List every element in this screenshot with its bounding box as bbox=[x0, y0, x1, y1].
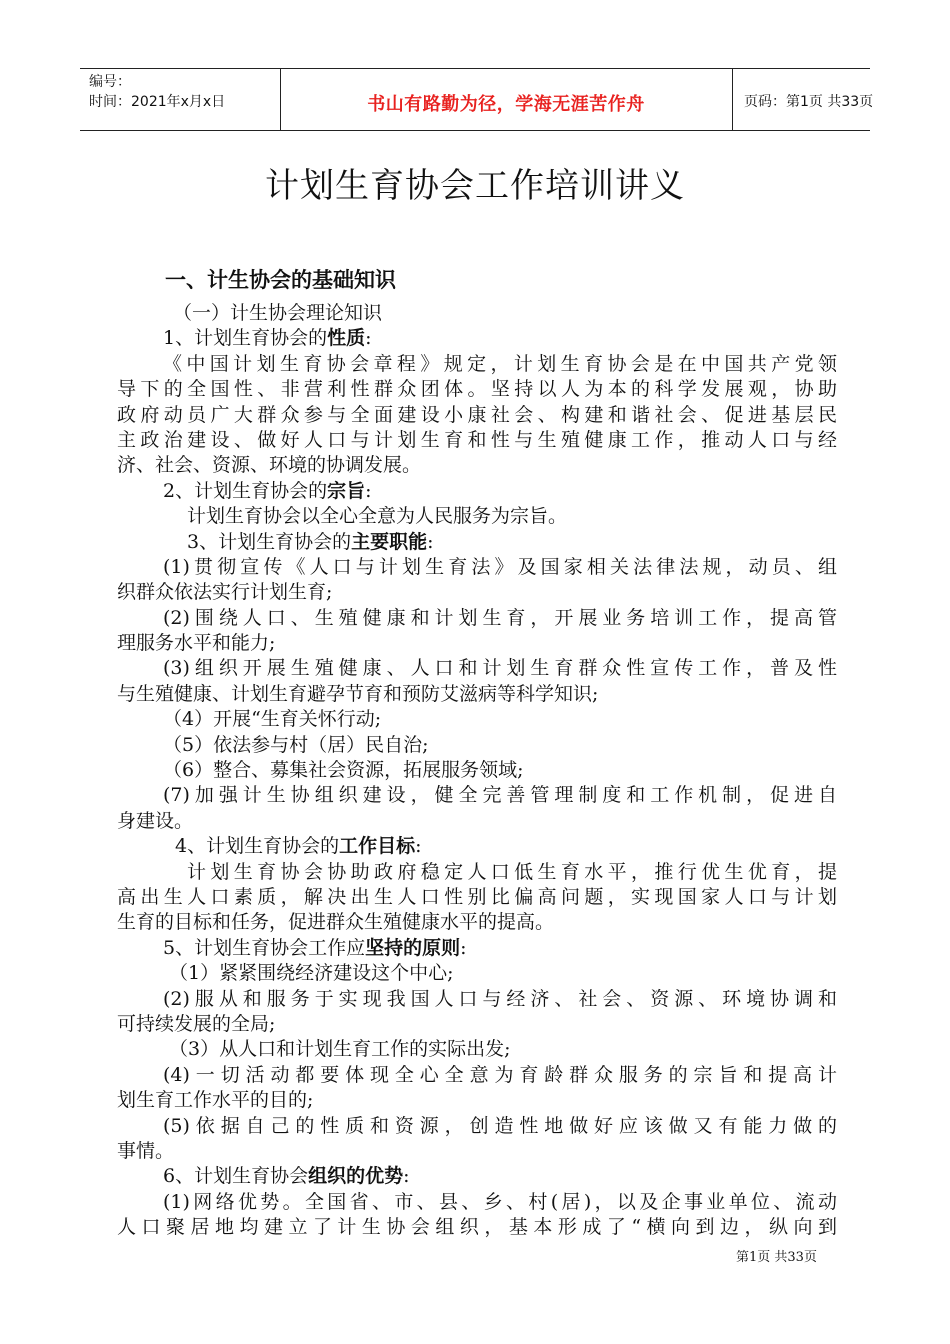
text-run: : bbox=[415, 835, 422, 858]
text-run: 3、计划生育协会的 bbox=[187, 530, 352, 553]
section-heading: 一、计生协会的基础知识 bbox=[165, 268, 396, 292]
text-run: 主政治建设、做好人口与计划生育和性与生殖健康工作，推动人口与经 bbox=[117, 428, 837, 451]
emphasis-text: 工作目标 bbox=[339, 835, 416, 858]
text-run: 计划生育协会协助政府稳定人口低生育水平，推行优生优育，提 bbox=[187, 860, 837, 883]
text-run: 划生育工作水平的目的; bbox=[117, 1089, 314, 1112]
text-run: 2、计划生育协会的 bbox=[163, 479, 328, 502]
text-run: （6）整合、募集社会资源，拓展服务领域; bbox=[163, 759, 524, 782]
emphasis-text: 主要职能 bbox=[351, 530, 428, 553]
text-line bbox=[117, 606, 837, 631]
text-run: 生育的目标和任务，促进群众生殖健康水平的提高。 bbox=[117, 911, 555, 934]
document-body bbox=[117, 301, 837, 1240]
text-line bbox=[117, 936, 837, 961]
text-run: : bbox=[427, 530, 434, 553]
text-line bbox=[117, 1139, 837, 1164]
text-line bbox=[117, 885, 837, 910]
text-run: : bbox=[403, 1165, 410, 1188]
text-line bbox=[117, 352, 837, 377]
text-run: (2)围绕人口、生殖健康和计划生育，开展业务培训工作，提高管 bbox=[163, 606, 837, 629]
text-run: (2)服从和服务于实现我国人口与经济、社会、资源、环境协调和 bbox=[163, 987, 837, 1010]
text-line bbox=[117, 1164, 837, 1189]
text-run: （一）计生协会理论知识 bbox=[173, 302, 383, 324]
text-line bbox=[117, 479, 837, 504]
text-line bbox=[117, 377, 837, 402]
text-run: 人口聚居地均建立了计生协会组织，基本形成了“横向到边，纵向到 bbox=[117, 1216, 837, 1239]
text-run: （4）开展“生育关怀行动; bbox=[163, 708, 382, 731]
page-header bbox=[80, 68, 874, 131]
document-number-label: 编号： bbox=[89, 74, 131, 90]
text-run: 身建设。 bbox=[117, 809, 194, 832]
text-run: （5）依法参与村（居）民自治; bbox=[163, 733, 429, 756]
text-line bbox=[117, 555, 837, 580]
text-run: 《中国计划生育协会章程》规定，计划生育协会是在中国共产党领 bbox=[163, 352, 837, 375]
text-line bbox=[117, 1088, 837, 1113]
text-line bbox=[117, 428, 837, 453]
text-run: (4)一切活动都要体现全心全意为育龄群众服务的宗旨和提高计 bbox=[163, 1063, 837, 1086]
text-run: 政府动员广大群众参与全面建设小康社会、构建和谐社会、促进基层民 bbox=[117, 403, 837, 426]
text-run: 1、计划生育协会的 bbox=[163, 327, 328, 350]
text-run: 与生殖健康、计划生育避孕节育和预防艾滋病等科学知识; bbox=[117, 682, 599, 705]
text-run: （3）从人口和计划生育工作的实际出发; bbox=[169, 1038, 511, 1061]
text-run: 济、社会、资源、环境的协调发展。 bbox=[117, 454, 422, 477]
emphasis-text: 宗旨 bbox=[327, 479, 366, 502]
document-date-label: 时间：2021年x月x日 bbox=[89, 94, 226, 110]
text-line bbox=[117, 961, 837, 986]
emphasis-text: 性质 bbox=[327, 327, 366, 350]
text-run: 织群众依法实行计划生育; bbox=[117, 581, 333, 604]
text-run: (3)组织开展生殖健康、人口和计划生育群众性宣传工作，普及性 bbox=[163, 657, 837, 680]
text-run: 高出生人口素质，解决出生人口性别比偏高问题，实现国家人口与计划 bbox=[117, 885, 837, 908]
text-line bbox=[117, 1190, 837, 1215]
text-line bbox=[117, 301, 837, 326]
text-run: (1)网络优势。全国省、市、县、乡、村(居)，以及企事业单位、流动 bbox=[163, 1190, 837, 1213]
text-line bbox=[117, 834, 837, 859]
text-line bbox=[117, 783, 837, 808]
text-run: : bbox=[460, 936, 467, 959]
header-motto: 书山有路勤为径，学海无涯苦作舟 bbox=[367, 94, 645, 115]
document-title: 计划生育协会工作培训讲义 bbox=[265, 166, 685, 206]
text-line bbox=[117, 453, 837, 478]
text-line bbox=[117, 910, 837, 935]
text-run: : bbox=[365, 327, 372, 350]
text-run: 4、计划生育协会的 bbox=[175, 835, 340, 858]
text-line bbox=[117, 1037, 837, 1062]
text-run: (7)加强计生协组织建设，健全完善管理制度和工作机制，促进自 bbox=[163, 784, 837, 807]
emphasis-text: 组织的优势 bbox=[308, 1165, 404, 1188]
text-line bbox=[117, 682, 837, 707]
text-line bbox=[117, 656, 837, 681]
text-run: 计划生育协会以全心全意为人民服务为宗旨。 bbox=[187, 505, 568, 528]
text-line bbox=[117, 530, 837, 555]
text-run: 5、计划生育协会工作应 bbox=[163, 936, 366, 959]
text-run: (5)依据自己的性质和资源，创造性地做好应该做又有能力做的 bbox=[163, 1114, 837, 1137]
text-line bbox=[117, 504, 837, 529]
text-line bbox=[117, 326, 837, 351]
text-line bbox=[117, 860, 837, 885]
emphasis-text: 坚持的原则 bbox=[365, 936, 461, 959]
text-line bbox=[117, 1215, 837, 1240]
text-run: 事情。 bbox=[117, 1139, 175, 1162]
header-page-cell bbox=[732, 69, 874, 130]
text-run: : bbox=[365, 479, 372, 502]
text-line bbox=[117, 758, 837, 783]
text-line bbox=[117, 987, 837, 1012]
header-motto-cell bbox=[280, 69, 733, 130]
text-line bbox=[117, 809, 837, 834]
text-line bbox=[117, 1063, 837, 1088]
text-run: 导下的全国性、非营利性群众团体。坚持以人为本的科学发展观，协助 bbox=[117, 378, 837, 401]
text-line bbox=[117, 631, 837, 656]
page-footer: 第1页 共33页 bbox=[736, 1250, 817, 1265]
text-run: 可持续发展的全局; bbox=[117, 1012, 276, 1035]
text-run: 6、计划生育协会 bbox=[163, 1165, 309, 1188]
text-run: （1）紧紧围绕经济建设这个中心; bbox=[169, 962, 454, 985]
text-line bbox=[117, 1012, 837, 1037]
text-line bbox=[117, 1114, 837, 1139]
header-meta-cell bbox=[80, 69, 281, 130]
text-line bbox=[117, 707, 837, 732]
text-line bbox=[117, 733, 837, 758]
text-line bbox=[117, 580, 837, 605]
text-line bbox=[117, 403, 837, 428]
text-run: 理服务水平和能力; bbox=[117, 632, 276, 655]
text-run: (1)贯彻宣传《人口与计划生育法》及国家相关法律法规，动员、组 bbox=[163, 555, 837, 578]
header-page-number: 页码：第1页 共33页 bbox=[744, 94, 874, 110]
